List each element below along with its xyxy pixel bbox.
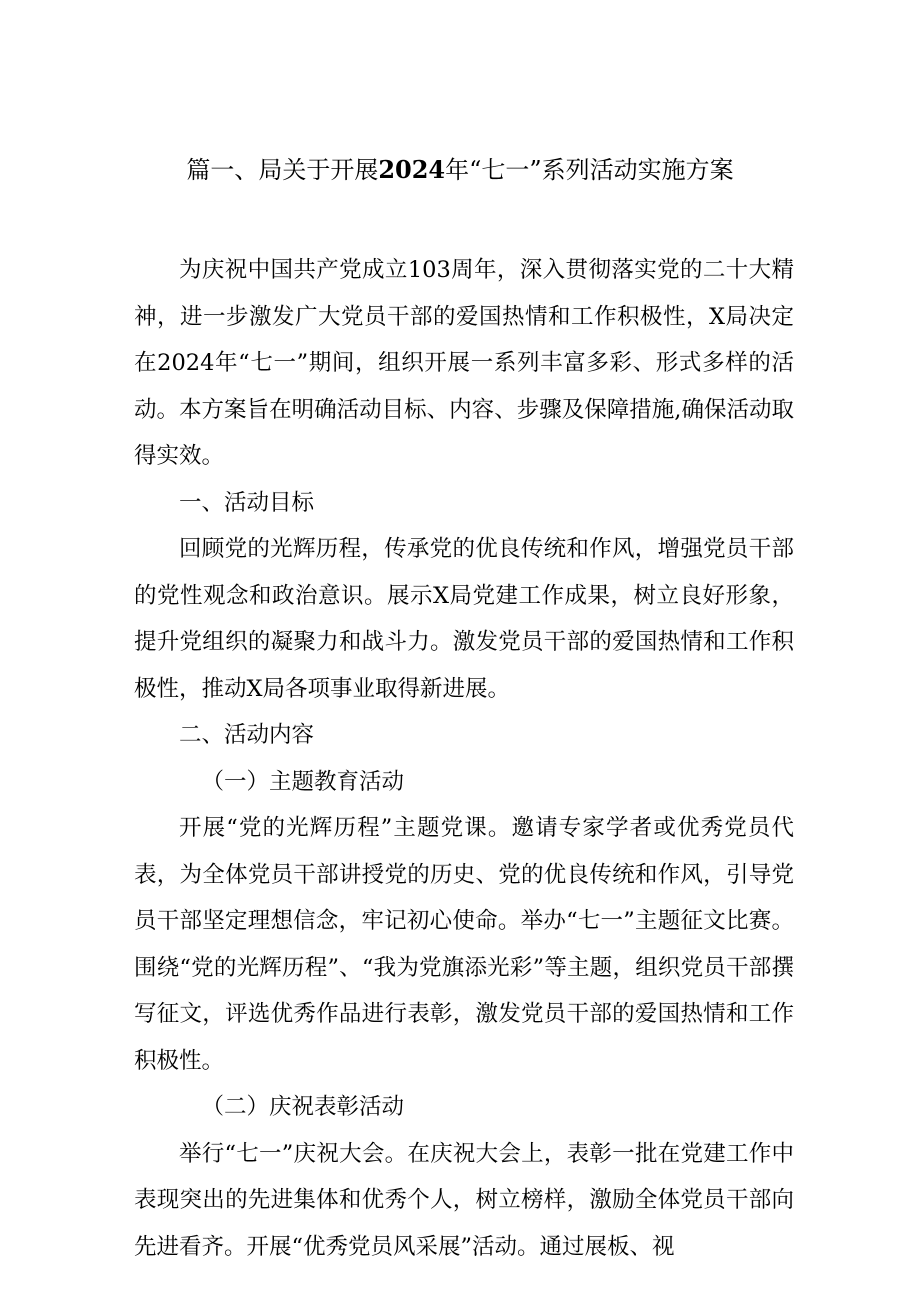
title-year: 2024 (378, 155, 446, 184)
education-paragraph: 开展“党的光辉历程”主题党课。邀请专家学者或优秀党员代表，为全体党员干部讲授党的历史、党的优良传统和作风，引导党员干部坚定理想信念，牢记初心使命。举办“七一”主题征文比赛。围绕“党的光辉历程”、“我为党旗添光彩”等主题，组织党员干部撰写征文，评选优秀作品进行表彰，激发党员干部的爱国热情和工作积极性。 (134, 815, 794, 1074)
document-title (130, 150, 790, 190)
title-prefix: 篇一、局关于开展 (186, 156, 379, 184)
section-heading-goals: 一、活动目标 (179, 489, 315, 516)
goals-paragraph: 回顾党的光辉历程，传承党的优良传统和作风，增强党员干部的党性观念和政治意识。展示X局党建工作成果，树立良好形象，提升党组织的凝聚力和战斗力。激发党员干部的爱国热情和工作积极性，推动X局各项事业取得新进展。 (134, 536, 794, 702)
document-body (134, 247, 794, 1270)
section-heading-content: 二、活动内容 (179, 722, 315, 748)
title-suffix: 年“七一”系列活动实施方案 (445, 156, 734, 184)
intro-paragraph: 为庆祝中国共产党成立103周年，深入贯彻落实党的二十大精神，进一步激发广大党员干部的爱国热情和工作积极性，X局决定在2024年“七一”期间，组织开展一系列丰富多彩、形式多样的活动。本方案旨在明确活动目标、内容、步骤及保障措施,确保活动取得实效。 (134, 257, 794, 469)
celebration-paragraph: 举行“七一”庆祝大会。在庆祝大会上，表彰一批在党建工作中表现突出的先进集体和优秀个人，树立榜样，激励全体党员干部向先进看齐。开展“优秀党员风采展”活动。通过展板、视 (134, 1140, 794, 1260)
subsection-heading-education: （一）主题教育活动 (201, 768, 405, 795)
subsection-heading-celebration: （二）庆祝表彰活动 (201, 1094, 405, 1120)
